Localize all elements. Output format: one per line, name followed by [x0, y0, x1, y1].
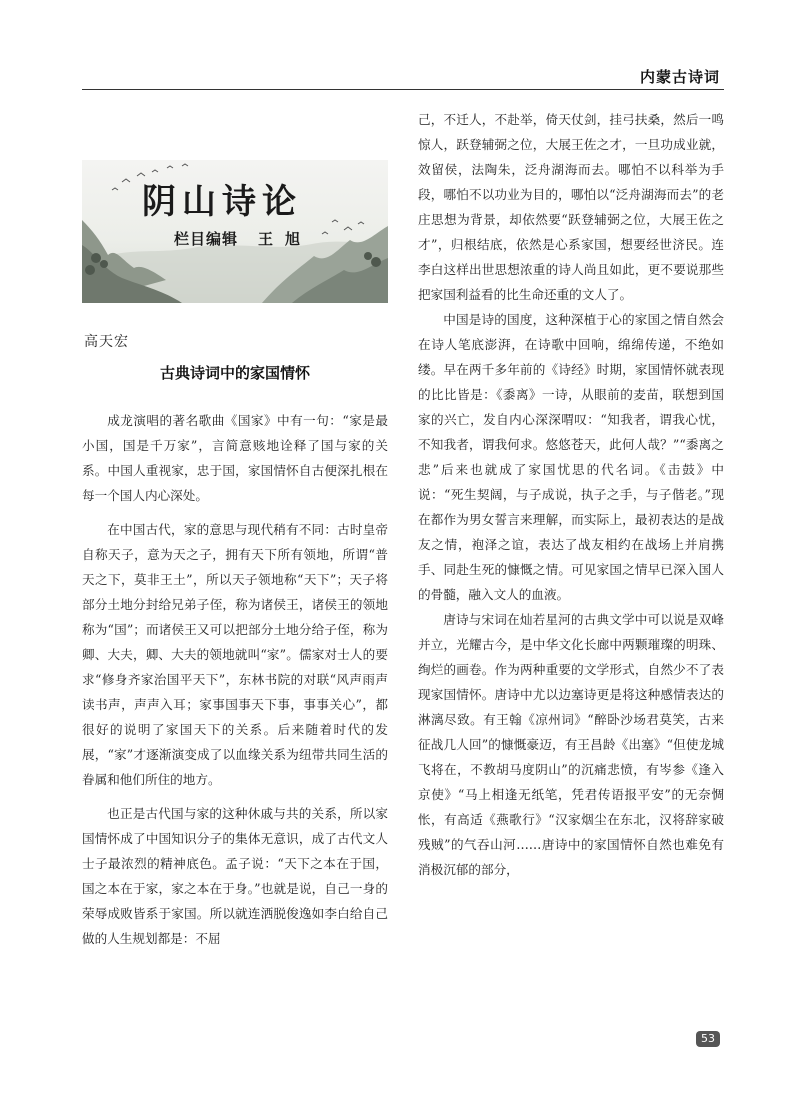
editor-name: 王旭 [258, 230, 313, 248]
editor-role: 栏目编辑 [174, 230, 239, 248]
article-column-right [418, 107, 724, 882]
paragraph: 己，不迁人，不赴举，倚天仗剑，挂弓扶桑，然后一鸣惊人，跃登辅弼之位，大展王佐之才，一旦功成业就，效留侯，法陶朱，泛舟湖海而去。哪怕不以科举为手段，哪怕不以功业为目的，哪怕以“泛舟湖海而去”的老庄思想为背景，却依然要“跃登辅弼之位，大展王佐之才”，归根结底，依然是心系家国，想要经世济民。连李白这样出世思想浓重的诗人尚且如此，更不要说那些把家国利益看的比生命还重的文人了。 [418, 112, 724, 302]
paragraph: 中国是诗的国度，这种深植于心的家国之情自然会在诗人笔底澎湃，在诗歌中回响，绵绵传递，不绝如缕。早在两千多年前的《诗经》时期，家国情怀就表现的比比皆是：《黍离》一诗，从眼前的麦苗，联想到国家的兴亡，发自内心深深喟叹：“知我者，谓我心忧，不知我者，谓我何求。悠悠苍天，此何人哉？”“黍离之悲”后来也就成了家国忧思的代名词。《击鼓》中说：“死生契阔，与子成说，执子之手，与子偕老。”现在都作为男女誓言来理解，而实际上，最初表达的是战友之情，袍泽之谊，表达了战友相约在战场上并肩携手、同赴生死的慷慨之情。可见家国之情早已深入国人的骨髓，融入文人的血液。 [418, 312, 724, 602]
paragraph: 唐诗与宋词在灿若星河的古典文学中可以说是双峰并立，光耀古今，是中华文化长廊中两颗璀璨的明珠、绚烂的画卷。作为两种重要的文学形式，自然少不了表现家国情怀。唐诗中尤以边塞诗更是将这种感情表达的淋漓尽致。有王翰《凉州词》“醉卧沙场君莫笑，古来征战几人回”的慷慨豪迈，有王昌龄《出塞》“但使龙城飞将在，不教胡马度阴山”的沉痛悲愤，有岑参《逢入京使》“马上相逢无纸笔，凭君传语报平安”的无奈惆怅，有高适《燕歌行》“汉家烟尘在东北，汉将辞家破残贼”的气吞山河……唐诗中的家国情怀自然也难免有消极沉郁的部分， [418, 612, 724, 877]
header-divider [82, 89, 724, 90]
article-column-left [82, 408, 388, 960]
paragraph: 也正是古代国与家的这种休戚与共的关系，所以家国情怀成了中国知识分子的集体无意识，成了古代文人士子最浓烈的精神底色。孟子说：“天下之本在于国，国之本在于家，家之本在于身。”也就是说，自己一身的荣辱成败皆系于家国。所以就连洒脱俊逸如李白给自己做的人生规划都是：不屈 [82, 806, 388, 946]
column-editor [174, 228, 312, 249]
magazine-section-title: 内蒙古诗词 [639, 68, 720, 86]
paragraph: 成龙演唱的著名歌曲《国家》中有一句：“家是最小国，国是千万家”，言简意赅地诠释了国与家的关系。中国人重视家，忠于国，家国情怀自古便深扎根在每一个国人内心深处。 [82, 413, 388, 503]
column-title: 阴山诗论 [142, 182, 302, 222]
paragraph: 在中国古代，家的意思与现代稍有不同：古时皇帝自称天子，意为天之子，拥有天下所有领地，所谓“普天之下，莫非王土”，所以天子领地称“天下”；天子将部分土地分封给兄弟子侄，称为诸侯王，诸侯王的领地称为“国”；而诸侯王又可以把部分土地分给子侄，称为卿、大夫，卿、大夫的领地就叫“家”。儒家对士人的要求“修身齐家治国平天下”，东林书院的对联“风声雨声读书声，声声入耳；家事国事天下事，事事关心”，都很好的说明了家国天下的关系。后来随着时代的发展，“家”才逐渐演变成了以血缘关系为纽带共同生活的眷属和他们所住的地方。 [82, 522, 388, 787]
article-author: 高天宏 [84, 334, 129, 350]
column-banner [82, 160, 388, 303]
article-title: 古典诗词中的家国情怀 [159, 364, 310, 382]
page-number: 53 [696, 1031, 720, 1047]
